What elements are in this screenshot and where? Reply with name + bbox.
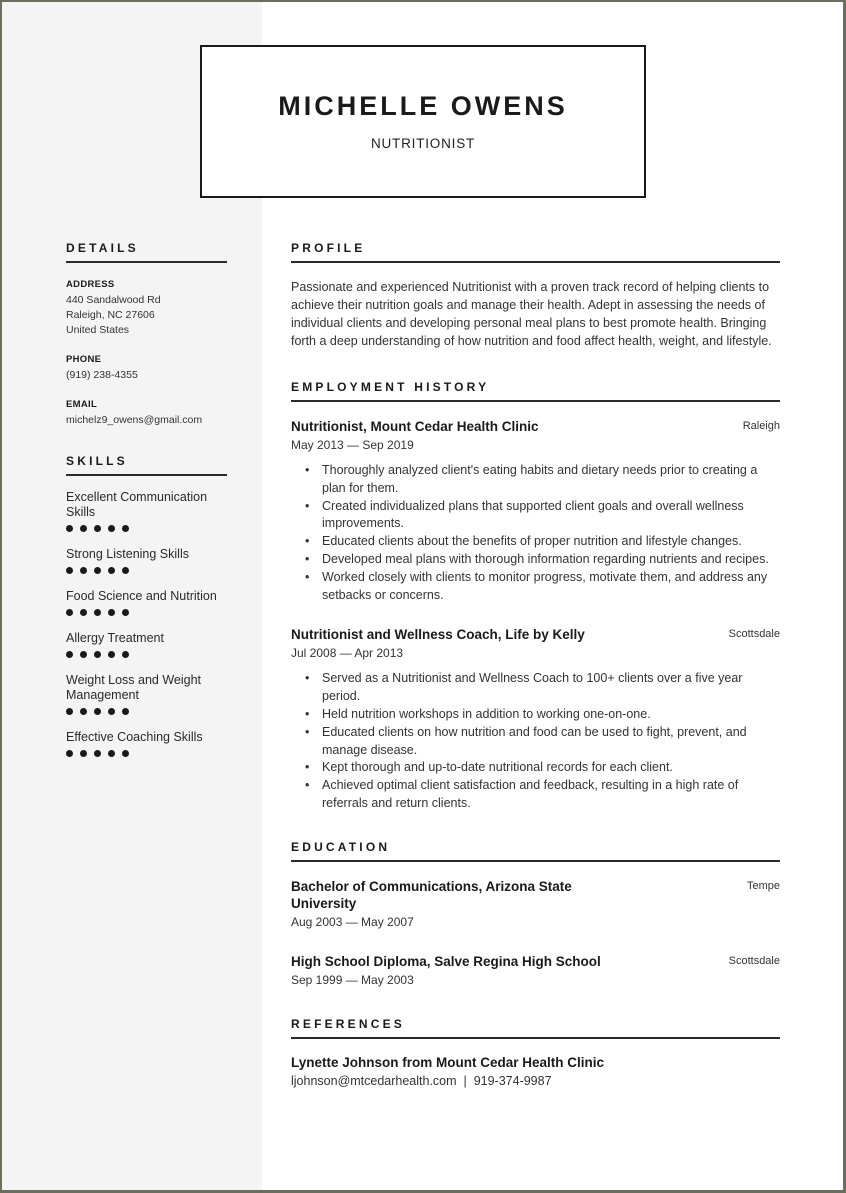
skill-name: Allergy Treatment — [66, 631, 164, 645]
job-bullet: • Held nutrition workshops in addition to working one-on-one. — [291, 706, 780, 724]
job-bullets — [291, 670, 780, 812]
skill-level-dots — [66, 525, 227, 533]
employment-heading: EMPLOYMENT HISTORY — [291, 380, 780, 402]
reference-contact: ljohnson@mtcedarhealth.com | 919-374-9987 — [291, 1073, 552, 1088]
jobs-list — [291, 418, 780, 813]
skill-level-dots — [66, 750, 227, 758]
skill-dot-icon — [122, 567, 129, 574]
skill-item — [66, 589, 227, 617]
skills-section — [66, 454, 227, 758]
skill-dot-icon — [66, 651, 73, 658]
skill-item — [66, 673, 227, 716]
education-heading: EDUCATION — [291, 840, 780, 862]
phone-value: (919) 238-4355 — [66, 369, 138, 381]
job-bullet: • Developed meal plans with thorough information regarding nutrients and recipes. — [291, 551, 780, 569]
skill-dot-icon — [80, 609, 87, 616]
job-bullets — [291, 462, 780, 604]
skill-name: Effective Coaching Skills — [66, 730, 203, 744]
skill-dot-icon — [94, 567, 101, 574]
job-entry — [291, 626, 780, 812]
job-bullet: • Educated clients on how nutrition and food can be used to fight, prevent, and manage disease. — [291, 724, 780, 760]
address-label: ADDRESS — [66, 279, 115, 290]
skill-name: Food Science and Nutrition — [66, 589, 217, 603]
job-bullet: • Educated clients about the benefits of proper nutrition and lifestyle changes. — [291, 533, 780, 551]
details-heading: DETAILS — [66, 241, 227, 263]
email-label: EMAIL — [66, 399, 98, 410]
job-bullet: • Kept thorough and up-to-date nutritional records for each client. — [291, 759, 780, 777]
education-list — [291, 878, 780, 987]
skill-name: Weight Loss and Weight Management — [66, 673, 202, 702]
references-section — [291, 1017, 780, 1088]
reference-name: Lynette Johnson from Mount Cedar Health Clinic — [291, 1054, 605, 1070]
address-line: United States — [66, 324, 130, 336]
skill-dot-icon — [122, 609, 129, 616]
education-dates: Sep 1999 — May 2003 — [291, 972, 414, 987]
skill-item — [66, 547, 227, 575]
education-header — [291, 878, 780, 912]
skill-dot-icon — [94, 651, 101, 658]
job-city: Raleigh — [742, 420, 780, 432]
address-line: Raleigh, NC 27606 — [66, 309, 155, 321]
skill-dot-icon — [66, 567, 73, 574]
address-line: 440 Sandalwood Rd — [66, 294, 161, 306]
name-header-box — [200, 45, 646, 198]
skill-dot-icon — [80, 651, 87, 658]
skills-list — [66, 490, 227, 758]
skill-dot-icon — [122, 525, 129, 532]
skill-item — [66, 631, 227, 659]
job-header — [291, 626, 780, 643]
candidate-name: MICHELLE OWENS — [278, 91, 568, 121]
job-city: Scottsdale — [728, 628, 780, 641]
profile-section — [291, 241, 780, 350]
skill-dot-icon — [94, 750, 101, 757]
skill-item — [66, 490, 227, 533]
job-title: Nutritionist, Mount Cedar Health Clinic — [291, 419, 539, 434]
skill-dot-icon — [66, 750, 73, 757]
skill-dot-icon — [66, 708, 73, 715]
job-bullet: • Created individualized plans that supported client goals and overall wellness improvements. — [291, 498, 780, 534]
skill-name: Strong Listening Skills — [66, 547, 189, 561]
skill-dot-icon — [94, 525, 101, 532]
job-bullet: • Worked closely with clients to monitor progress, motivate them, and address any setbacks or concerns. — [291, 569, 780, 605]
job-bullet: • Served as a Nutritionist and Wellness Coach to 100+ clients over a five year period. — [291, 670, 780, 706]
skill-dot-icon — [122, 750, 129, 757]
education-dates: Aug 2003 — May 2007 — [291, 914, 414, 929]
skill-dot-icon — [122, 708, 129, 715]
education-city: Tempe — [746, 879, 780, 892]
job-title: Nutritionist and Wellness Coach, Life by Kelly — [291, 627, 585, 643]
skill-dot-icon — [108, 609, 115, 616]
phone-label: PHONE — [66, 354, 102, 365]
job-dates: Jul 2008 — Apr 2013 — [291, 646, 404, 661]
skill-dot-icon — [122, 651, 129, 658]
skill-level-dots — [66, 609, 227, 617]
skill-level-dots — [66, 708, 227, 716]
job-entry — [291, 418, 780, 604]
job-header — [291, 418, 780, 435]
skill-dot-icon — [80, 567, 87, 574]
skill-dot-icon — [108, 567, 115, 574]
skill-dot-icon — [80, 708, 87, 715]
skill-dot-icon — [94, 708, 101, 715]
references-heading: REFERENCES — [291, 1017, 780, 1039]
address-value — [66, 293, 227, 338]
education-title: High School Diploma, Salve Regina High School — [291, 953, 601, 969]
skill-name: Excellent Communication Skills — [66, 490, 208, 519]
education-entry — [291, 953, 780, 987]
skill-dot-icon — [108, 708, 115, 715]
skill-dot-icon — [108, 750, 115, 757]
education-entry — [291, 878, 780, 929]
skill-level-dots — [66, 651, 227, 659]
resume-page — [2, 2, 843, 1190]
skill-dot-icon — [66, 609, 73, 616]
candidate-title: NUTRITIONIST — [370, 136, 476, 151]
job-bullet: • Thoroughly analyzed client's eating habits and dietary needs prior to creating a plan for them. — [291, 462, 780, 498]
skill-dot-icon — [108, 525, 115, 532]
skill-level-dots — [66, 567, 227, 575]
email-value: michelz9_owens@gmail.com — [66, 414, 203, 426]
skill-dot-icon — [108, 651, 115, 658]
skills-heading: SKILLS — [66, 454, 227, 476]
profile-text: Passionate and experienced Nutritionist with a proven track record of helping clients to achieve their nutrition goals and manage their health. Adept in assessing the needs of individual clients and developing personal meal plans to best promote health. Bringing forth a deep understanding of how nutrition and food affect health, weight, and lifestyle. — [291, 280, 772, 348]
skill-item — [66, 730, 227, 758]
employment-section — [291, 380, 780, 813]
main-column — [291, 241, 780, 1088]
education-title: Bachelor of Communications, Arizona State University — [291, 878, 572, 911]
skill-dot-icon — [80, 750, 87, 757]
job-dates: May 2013 — Sep 2019 — [291, 438, 414, 452]
skill-dot-icon — [66, 525, 73, 532]
profile-heading: PROFILE — [291, 241, 780, 263]
education-section — [291, 840, 780, 987]
education-header — [291, 953, 780, 970]
skill-dot-icon — [94, 609, 101, 616]
skill-dot-icon — [80, 525, 87, 532]
details-section — [66, 241, 227, 428]
job-bullet: • Achieved optimal client satisfaction and feedback, resulting in a high rate of referrals and return clients. — [291, 777, 780, 813]
education-city: Scottsdale — [728, 954, 780, 967]
